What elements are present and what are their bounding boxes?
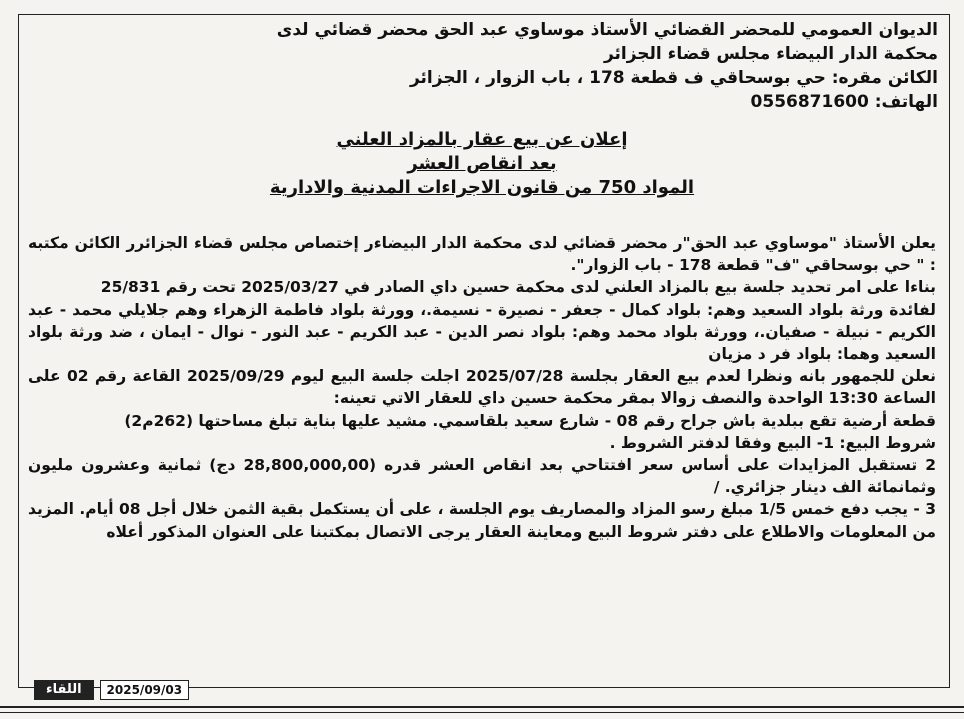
paragraph-condition-1: شروط البيع: 1- البيع وفقا لدفتر الشروط .	[609, 433, 936, 452]
paragraph-condition-3: 3 - يجب دفع خمس 1/5 مبلغ رسو المزاد والمصاريف يوم الجلسة ، على أن يستكمل بقية الثمن خلال أجل 08 أيام. المزيد من المعلومات والاطلاع على دفتر شروط البيع ومعاينة العقار يرجى الاتصال بمكتبنا على العنوان المذكور أعلاه	[28, 500, 937, 541]
header-line-phone: الهاتف: 0556871600	[750, 92, 938, 112]
publication-date: 2025/09/03	[100, 680, 190, 700]
title-law: المواد 750 من قانون الاجراءات المدنية والادارية	[269, 177, 695, 198]
bottom-divider	[0, 706, 964, 713]
paragraph-session: نعلن للجمهور بانه ونظرا لعدم بيع العقار بجلسة 2025/07/28 اجلت جلسة البيع ليوم 2025/09/29 القاعة رقم 02 على الساعة 13:30 الواحدة والنصف زوالا بمقر محكمة حسين داي للعقار الاتي تعينه:	[28, 367, 936, 408]
header-line-office: الديوان العمومي للمحضر القضائي الأستاذ موساوي عبد الحق محضر قضائي لدى	[276, 20, 938, 40]
paragraph-order: بناءا على امر تحديد جلسة بيع بالمزاد العلني لدى محكمة حسين داي الصادر في 2025/03/27 تحت رقم 25/831	[100, 278, 936, 297]
notice-body	[28, 232, 936, 543]
publication-footer	[34, 680, 189, 700]
notice-titles	[0, 128, 964, 200]
paragraph-announcer: يعلن الأستاذ "موساوي عبد الحق"ر محضر قضائي لدى محكمة الدار البيضاءر إختصاص مجلس قضاء الجزائرر الكائن مكتبه : " حي بوسحاقي "ف" قطعة 178 - باب الزوار".	[28, 234, 936, 275]
header-line-address: الكائن مقره: حي بوسحاقي ف قطعة 178 ، باب الزوار ، الجزائر	[409, 68, 938, 88]
notice-header	[38, 18, 938, 114]
paragraph-property: قطعة أرضية تقع ببلدية باش جراح رقم 08 - شارع سعيد بلقاسمي. مشيد عليها بناية تبلغ مساحتها (262م2)	[124, 411, 936, 430]
header-line-court: محكمة الدار البيضاء مجلس قضاء الجزائر	[603, 44, 938, 64]
title-main: إعلان عن بيع عقار بالمزاد العلني	[336, 129, 628, 150]
newspaper-label: اللقاء	[34, 680, 94, 700]
title-sub: بعد انقاص العشر	[407, 153, 557, 174]
paragraph-condition-2: 2 تستقبل المزايدات على أساس سعر افتتاحي بعد انقاص العشر قدره (28,800,000,00 دج) ثمانية وعشرون مليون وثمانمائة الف دينار جزائري. /	[28, 456, 937, 497]
paragraph-parties: لفائدة ورثة بلواد السعيد وهم: بلواد كمال - جعفر - نصيرة - نسيمة.، وورثة بلواد فاطمة الزهراء وهم جلايلي محمد - عبد الكريم - نبيلة - صفيان.، وورثة بلواد محمد وهم: بلواد نصر الدين - عبد الكريم - عبد النور - نوال - ايمان ، ضد ورثة بلواد السعيد وهما: بلواد فر د مزيان	[28, 300, 936, 364]
